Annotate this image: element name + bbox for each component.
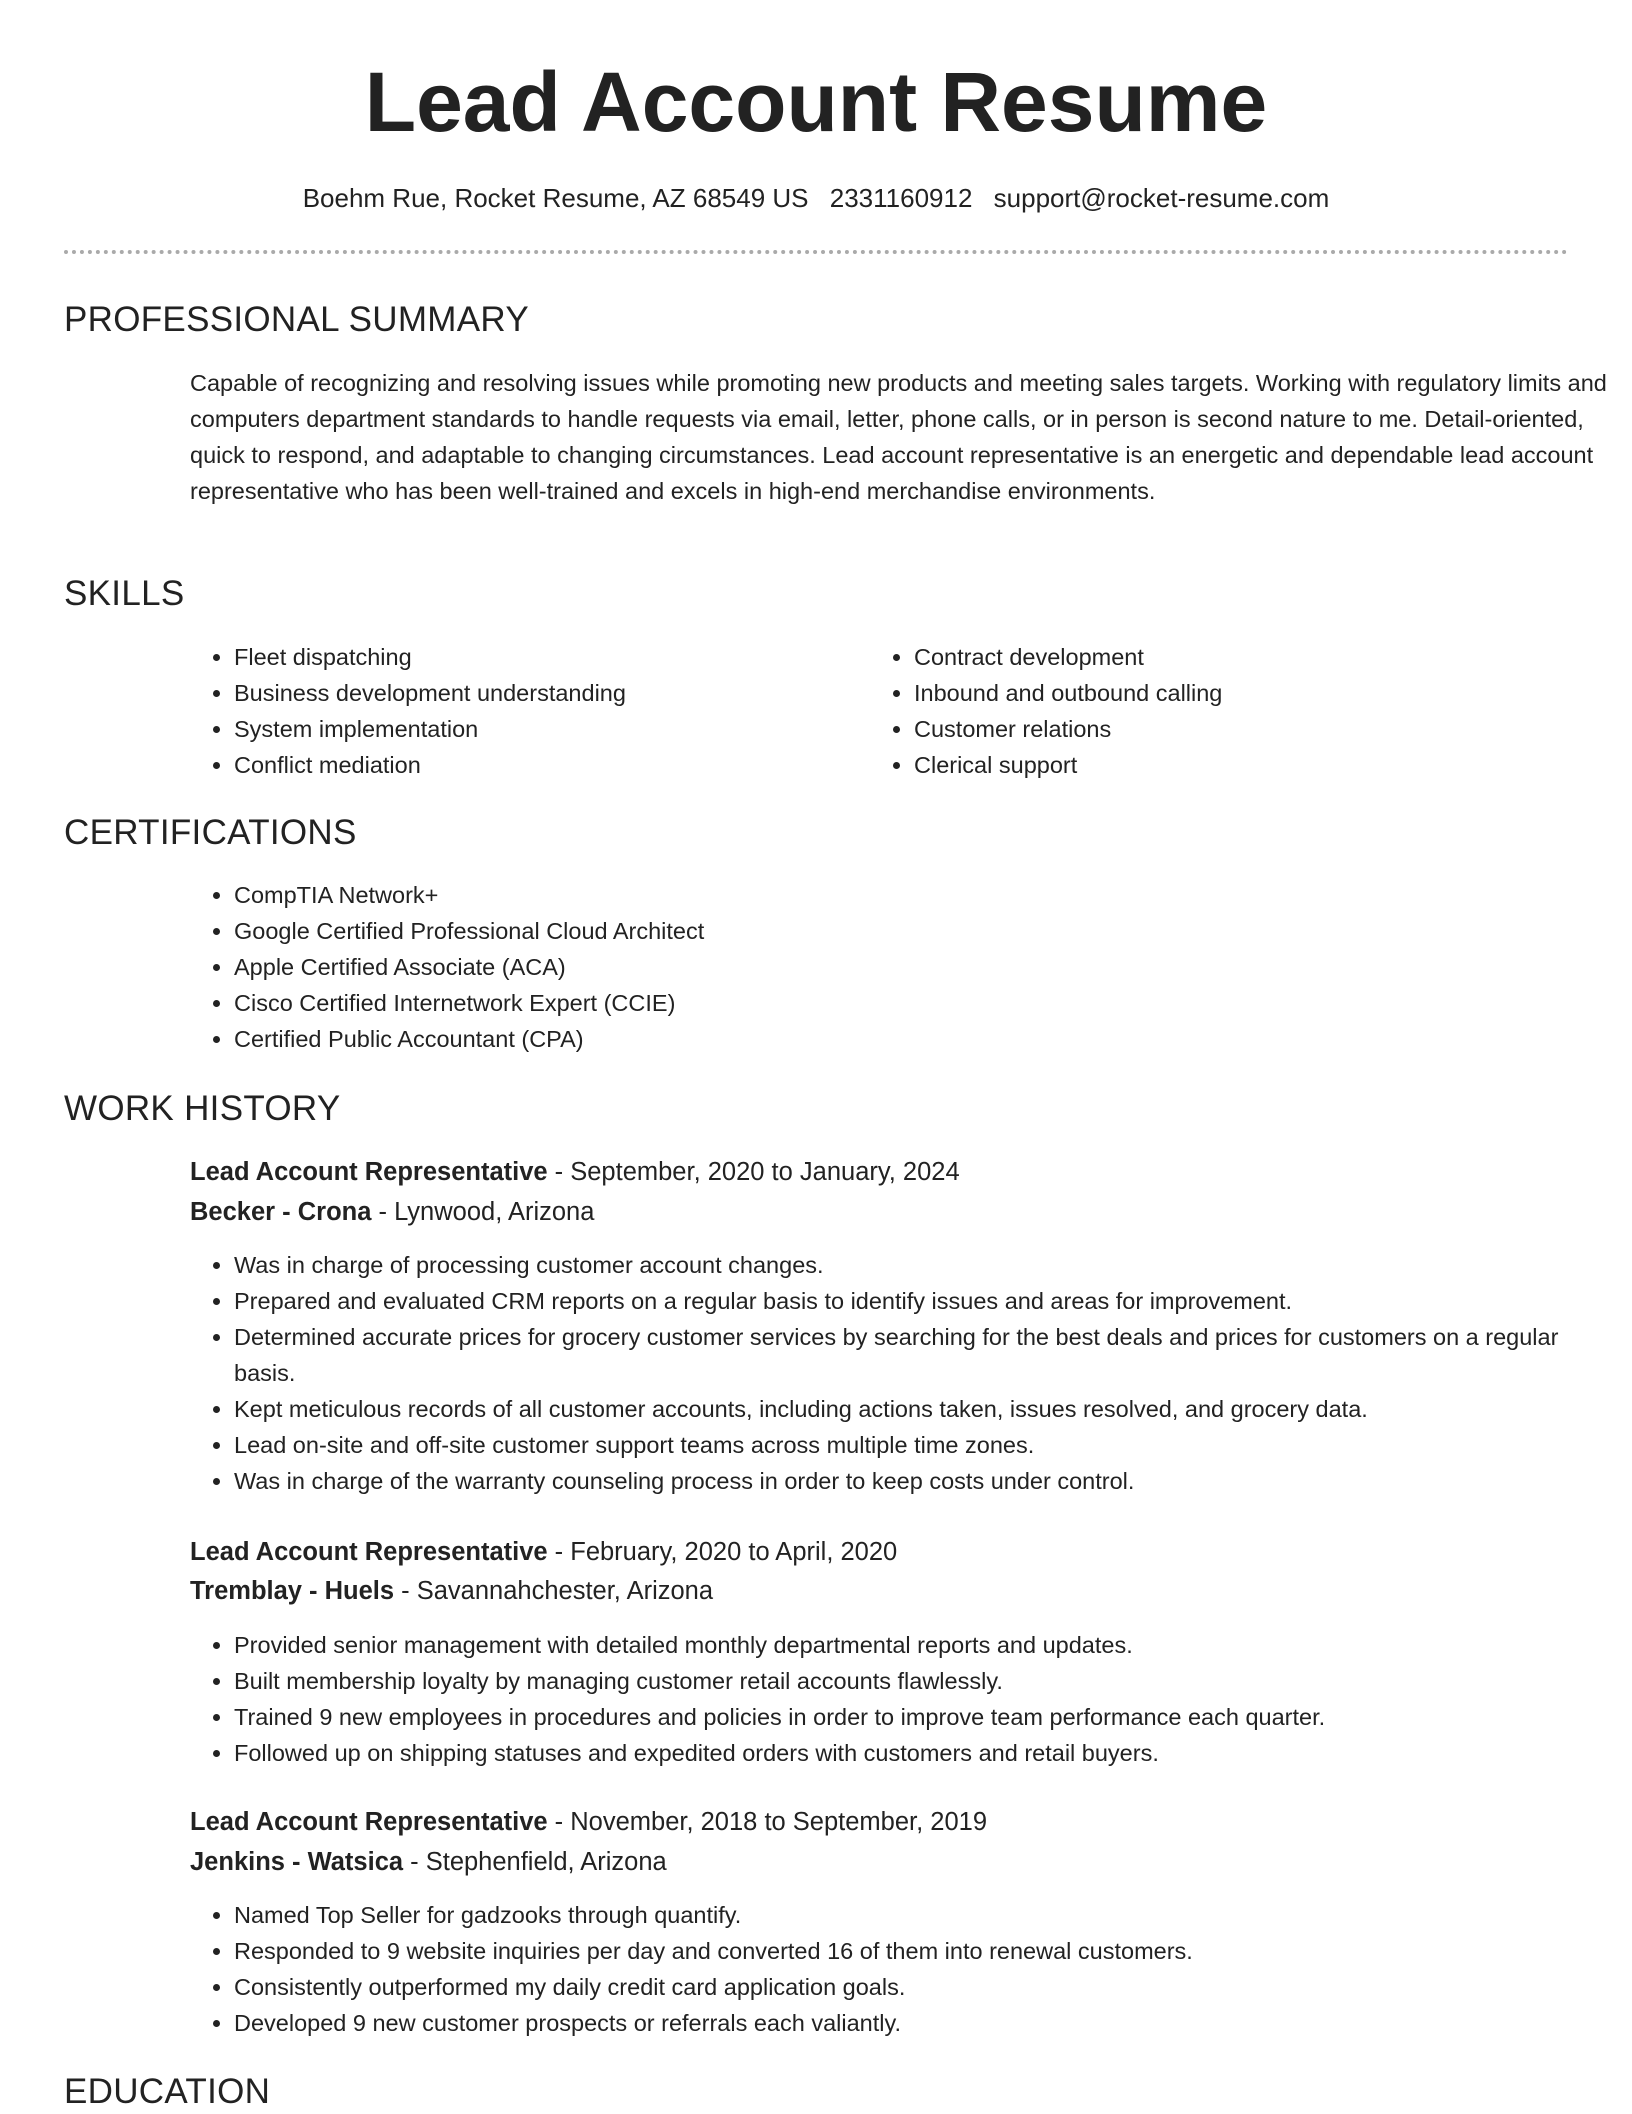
job-bullets [190, 1247, 1620, 1499]
job-company: Tremblay - Huels [190, 1577, 395, 1605]
job-dates: - February, 2020 to April, 2020 [547, 1538, 898, 1566]
list-item: • Certified Public Accountant (CPA) [234, 1021, 1534, 1057]
resume-title: Lead Account Resume [364, 55, 1268, 149]
job-bullets [190, 1627, 1620, 1771]
job-title-line [190, 1154, 960, 1190]
list-item: • Kept meticulous records of all customer accounts, including actions taken, issues resolved, and grocery data. [234, 1391, 1620, 1427]
contact-address: Boehm Rue, Rocket Resume, AZ 68549 US [302, 183, 809, 213]
section-heading-work-history: WORK HISTORY [64, 1089, 341, 1128]
summary-text: Capable of recognizing and resolving issues while promoting new products and meeting sales targets. Working with regulatory limits and computers department standards to handle requests via email, letter, phone calls, or in person is second nature to me. Detail-oriented, quick to respond, and adaptable to changing circumstances. Lead account representative is an energetic and dependable lead account representative who has been well-trained and excels in high-end merchandise environments. [190, 370, 1607, 504]
list-item: • System implementation [234, 711, 864, 747]
job-dates: - November, 2018 to September, 2019 [547, 1808, 988, 1836]
list-item: • Was in charge of processing customer account changes. [234, 1247, 1620, 1283]
list-item: • Developed 9 new customer prospects or referrals each valiantly. [234, 2005, 1620, 2041]
list-item: • Google Certified Professional Cloud Architect [234, 913, 1534, 949]
section-heading-certifications: CERTIFICATIONS [64, 813, 357, 852]
list-item: • Contract development [914, 639, 1564, 675]
section-heading-skills: SKILLS [64, 574, 185, 613]
job-company: Jenkins - Watsica [190, 1848, 404, 1876]
skills-list-right [870, 639, 1564, 783]
list-item: • Provided senior management with detailed monthly departmental reports and updates. [234, 1627, 1620, 1663]
list-item: • Lead on-site and off-site customer support teams across multiple time zones. [234, 1427, 1620, 1463]
list-item: • Conflict mediation [234, 747, 864, 783]
job-title-line [190, 1804, 987, 1840]
list-item: • Was in charge of the warranty counseling process in order to keep costs under control. [234, 1463, 1620, 1499]
list-item: • Followed up on shipping statuses and expedited orders with customers and retail buyers. [234, 1735, 1620, 1771]
contact-email: support@rocket-resume.com [993, 183, 1330, 213]
list-item: • Responded to 9 website inquiries per day and converted 16 of them into renewal customers. [234, 1933, 1620, 1969]
list-item: • Customer relations [914, 711, 1564, 747]
list-item: • Determined accurate prices for grocery customer services by searching for the best deals and prices for customers on a regular basis. [234, 1319, 1620, 1391]
list-item: • Built membership loyalty by managing customer retail accounts flawlessly. [234, 1663, 1620, 1699]
job-location: - Stephenfield, Arizona [403, 1848, 667, 1876]
section-heading-summary: PROFESSIONAL SUMMARY [64, 300, 529, 339]
job-title-line [190, 1534, 897, 1570]
skills-list-left [190, 639, 864, 783]
list-item: • Inbound and outbound calling [914, 675, 1564, 711]
job-location: - Lynwood, Arizona [371, 1198, 595, 1226]
list-item: • Trained 9 new employees in procedures and policies in order to improve team performance each quarter. [234, 1699, 1620, 1735]
list-item: • Consistently outperformed my daily credit card application goals. [234, 1969, 1620, 2005]
job-location: - Savannahchester, Arizona [394, 1577, 714, 1605]
job-dates: - September, 2020 to January, 2024 [547, 1158, 960, 1186]
contact-phone: 2331160912 [829, 183, 973, 213]
header-divider [64, 250, 1568, 254]
list-item: • Cisco Certified Internetwork Expert (CCIE) [234, 985, 1534, 1021]
list-item: • Apple Certified Associate (ACA) [234, 949, 1534, 985]
list-item: • Named Top Seller for gadzooks through quantify. [234, 1897, 1620, 1933]
job-company-line [190, 1844, 667, 1880]
job-title: Lead Account Representative [190, 1158, 548, 1186]
list-item: • Clerical support [914, 747, 1564, 783]
job-company-line [190, 1573, 713, 1609]
job-title: Lead Account Representative [190, 1808, 548, 1836]
section-heading-education: EDUCATION [64, 2072, 271, 2111]
job-company-line [190, 1194, 594, 1230]
job-title: Lead Account Representative [190, 1538, 548, 1566]
list-item: • Fleet dispatching [234, 639, 864, 675]
list-item: • CompTIA Network+ [234, 877, 1534, 913]
job-company: Becker - Crona [190, 1198, 372, 1226]
contact-line [64, 180, 1568, 216]
job-bullets [190, 1897, 1620, 2041]
certifications-list [190, 877, 1534, 1057]
list-item: • Business development understanding [234, 675, 864, 711]
list-item: • Prepared and evaluated CRM reports on a regular basis to identify issues and areas for improvement. [234, 1283, 1620, 1319]
